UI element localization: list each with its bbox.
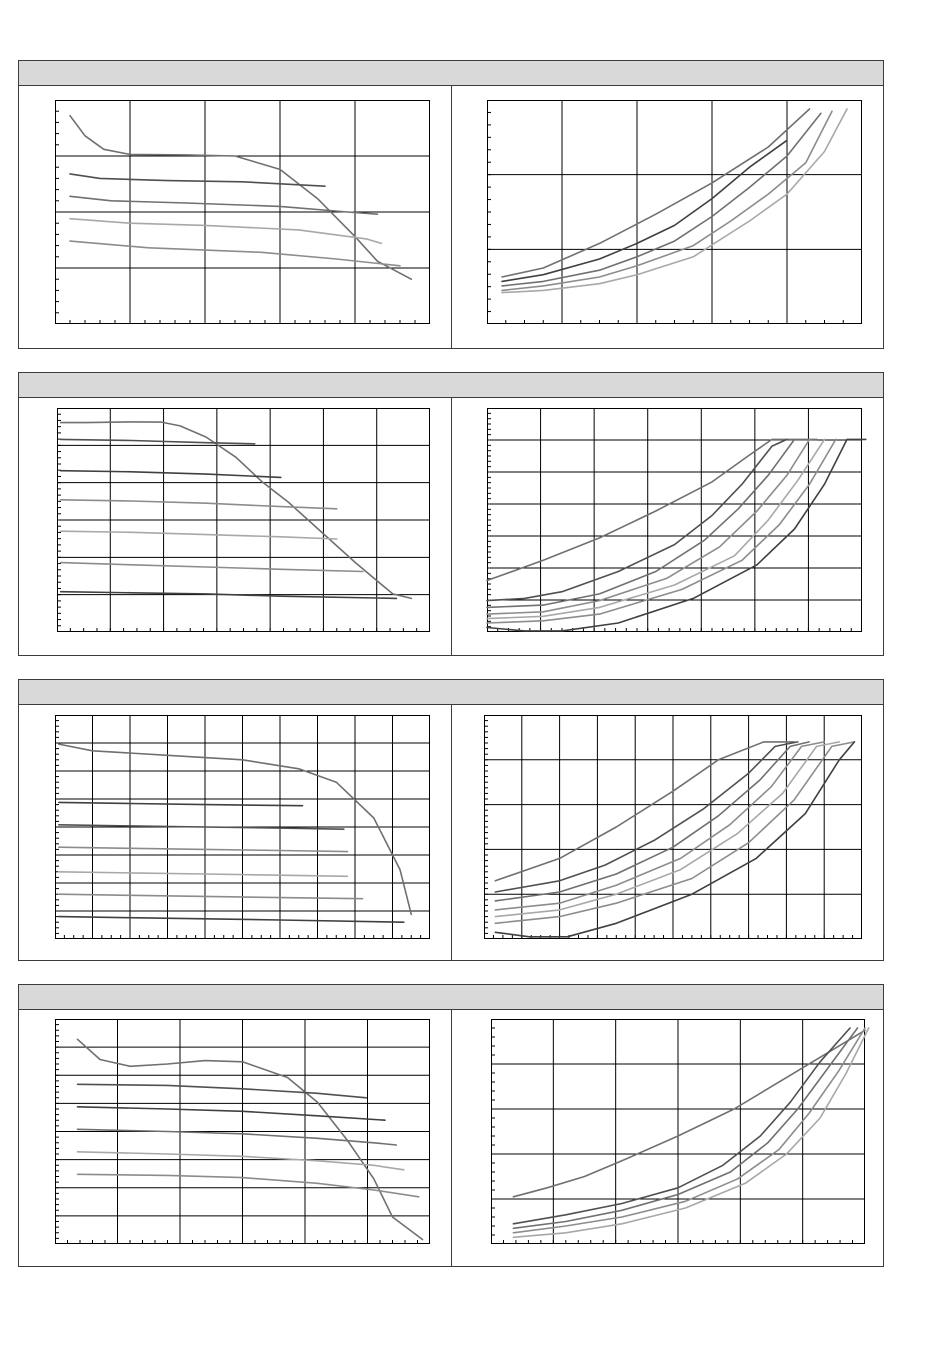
series-line-5 <box>78 1152 404 1170</box>
chart-3-right <box>484 715 862 939</box>
series-line-5 <box>61 531 337 539</box>
panel-divider <box>451 85 452 348</box>
panel-divider <box>451 704 452 960</box>
panel-divider <box>451 397 452 655</box>
chart-3-left <box>55 715 430 939</box>
series-line-4 <box>59 847 348 851</box>
panel-header <box>19 373 883 398</box>
series-line-7 <box>59 917 404 923</box>
panel-header <box>19 680 883 705</box>
series-line-4 <box>502 111 832 290</box>
series-line-6 <box>59 894 363 899</box>
series-line-3 <box>495 742 809 901</box>
series-line-1 <box>78 1039 423 1239</box>
panel-header <box>19 61 883 86</box>
series-line-5 <box>59 872 348 877</box>
series-line-4 <box>495 742 824 910</box>
series-line-7 <box>487 439 866 631</box>
panel-divider <box>451 1009 452 1266</box>
series-line-3 <box>487 439 795 607</box>
series-line-7 <box>495 742 854 937</box>
series-line-1 <box>70 116 411 280</box>
series-line-1 <box>487 439 817 580</box>
series-line-3 <box>61 471 281 478</box>
chart-2-left <box>57 408 430 632</box>
chart-2-right <box>487 408 862 632</box>
series-line-1 <box>513 1030 865 1197</box>
series-line-3 <box>502 113 821 286</box>
plot-frame <box>488 409 862 632</box>
series-line-2 <box>61 439 255 443</box>
chart-4-left <box>55 1019 430 1244</box>
series-line-5 <box>70 241 400 266</box>
chart-1-right <box>487 100 862 324</box>
series-line-2 <box>70 174 325 186</box>
series-line-2 <box>59 802 303 805</box>
series-line-2 <box>78 1084 367 1098</box>
series-line-2 <box>495 742 797 892</box>
series-line-3 <box>513 1028 857 1228</box>
series-line-1 <box>59 744 412 914</box>
panel-header <box>19 985 883 1010</box>
series-line-1 <box>502 109 810 277</box>
series-line-3 <box>78 1107 386 1120</box>
series-line-4 <box>70 219 381 244</box>
series-line-5 <box>502 109 847 293</box>
series-line-6 <box>61 563 363 572</box>
chart-1-left <box>55 100 430 324</box>
series-line-4 <box>61 500 337 509</box>
chart-4-right <box>491 1019 865 1244</box>
